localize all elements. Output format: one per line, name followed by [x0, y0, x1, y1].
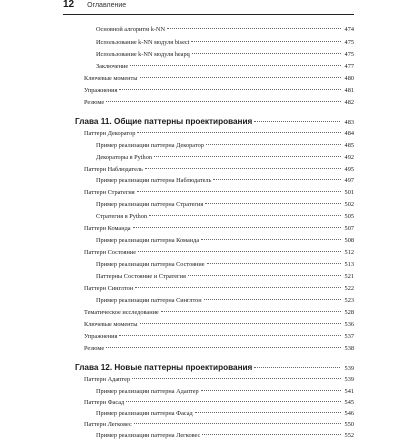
toc-entry-page: 545 — [344, 399, 354, 406]
toc-entry-page: 550 — [344, 421, 354, 428]
toc-entry-page: 480 — [344, 75, 354, 82]
toc-entry-label: Паттерн Синглтон — [84, 285, 134, 292]
leader-dots — [130, 65, 341, 66]
leader-dots — [126, 401, 341, 402]
toc-entry-page: 484 — [344, 130, 354, 137]
toc-entry-label: Использование k-NN модуля heapq — [96, 51, 190, 58]
toc-entry-label: Паттерн Команда — [84, 225, 131, 232]
toc-entry — [84, 188, 354, 198]
toc-entry — [84, 308, 354, 318]
toc-entry — [96, 296, 354, 306]
toc-entry-label: Пример реализации паттерна Декоратор — [96, 142, 204, 149]
toc-entry-label: Пример реализации паттерна Легковес — [96, 432, 201, 439]
toc-entry — [96, 272, 354, 282]
toc-entry — [84, 398, 354, 408]
toc-entry — [96, 387, 354, 397]
toc-entry-page: 539 — [344, 376, 354, 383]
leader-dots — [205, 203, 341, 204]
toc-entry-page: 477 — [344, 63, 354, 70]
leader-dots — [134, 423, 341, 424]
toc-entry-label: Паттерн Фасад — [84, 399, 125, 406]
toc-entry — [84, 224, 354, 234]
toc-entry-page: 505 — [344, 213, 354, 220]
toc-entry-label: Паттерн Стратегия — [84, 189, 135, 196]
toc-entry-label: Пример реализации паттерна Наблюдатель — [96, 177, 212, 184]
toc-entry-page: 552 — [344, 432, 354, 439]
toc-entry — [84, 320, 354, 330]
leader-dots — [191, 41, 341, 42]
leader-dots — [149, 215, 341, 216]
chapter-page: 483 — [344, 119, 354, 126]
toc-entry — [84, 86, 354, 96]
toc-entry — [84, 248, 354, 258]
leader-dots — [254, 367, 340, 368]
toc-entry-label: Упражнения — [84, 87, 118, 94]
leader-dots — [154, 156, 341, 157]
toc-entry — [96, 260, 354, 270]
leader-dots — [188, 275, 341, 276]
toc-entry — [96, 409, 354, 419]
toc-entry-label: Пример реализации паттерна Синглтон — [96, 297, 202, 304]
toc-entry — [96, 431, 354, 441]
toc-entry-page: 523 — [344, 297, 354, 304]
toc-entry-page: 536 — [344, 321, 354, 328]
leader-dots — [167, 28, 341, 29]
toc-entry-label: Декораторы в Python — [96, 154, 152, 161]
leader-dots — [135, 287, 341, 288]
leader-dots — [140, 323, 342, 324]
toc-entry — [96, 50, 354, 60]
toc-entry-label: Паттерн Декоратор — [84, 130, 136, 137]
toc-entry-label: Паттерн Наблюдатель — [84, 166, 143, 173]
leader-dots — [106, 101, 341, 102]
toc-entry — [84, 98, 354, 108]
leader-dots — [207, 263, 341, 264]
toc-entry — [96, 200, 354, 210]
toc-entry-page: 474 — [344, 26, 354, 33]
chapter-title: Глава 11. Общие паттерны проектирования — [75, 117, 253, 126]
leader-dots — [206, 144, 341, 145]
toc-entry — [96, 38, 354, 48]
toc-entry-page: 502 — [344, 201, 354, 208]
toc-entry-page: 495 — [344, 166, 354, 173]
leader-dots — [119, 89, 341, 90]
toc-entry — [96, 62, 354, 72]
running-head — [63, 0, 126, 14]
toc-entry-page: 521 — [344, 273, 354, 280]
leader-dots — [204, 299, 341, 300]
toc-entry-label: Пример реализации паттерна Состояние — [96, 261, 205, 268]
toc-entry-page: 508 — [344, 237, 354, 244]
toc-entry-label: Заключение — [96, 63, 129, 70]
leader-dots — [161, 311, 341, 312]
toc-entry-label: Резюме — [84, 99, 105, 106]
toc-entry — [84, 344, 354, 354]
toc-entry-label: Ключевые моменты — [84, 75, 138, 82]
toc-entry — [96, 236, 354, 246]
toc-entry — [96, 176, 354, 186]
leader-dots — [145, 168, 341, 169]
toc-entry-label: Тематическое исследование — [84, 309, 159, 316]
toc-entry — [84, 332, 354, 342]
toc-entry — [96, 141, 354, 151]
toc-entry-label: Пример реализации паттерна Стратегия — [96, 201, 204, 208]
toc-entry-label: Резюме — [84, 345, 105, 352]
toc-entry-page: 475 — [344, 39, 354, 46]
toc-entry-page: 541 — [344, 388, 354, 395]
page-number: 12 — [63, 0, 75, 10]
toc-entry-page: 538 — [344, 345, 354, 352]
running-head-title: Оглавление — [87, 2, 127, 9]
toc-entry-label: Использование k-NN модуля bisect — [96, 39, 190, 46]
leader-dots — [254, 121, 340, 122]
toc-entry-page: 528 — [344, 309, 354, 316]
toc-entry-label: Пример реализации паттерна Команда — [96, 237, 200, 244]
toc-entry-page: 497 — [344, 177, 354, 184]
toc-entry — [84, 74, 354, 84]
chapter-heading — [75, 362, 354, 374]
toc-entry-page: 501 — [344, 189, 354, 196]
toc-entry — [84, 420, 354, 430]
leader-dots — [192, 53, 341, 54]
leader-dots — [201, 390, 341, 391]
toc-entry-label: Паттерн Адаптер — [84, 376, 131, 383]
toc-entry-page: 507 — [344, 225, 354, 232]
toc-entry-label: Упражнения — [84, 333, 118, 340]
toc-entry — [96, 212, 354, 222]
toc-entry-page: 475 — [344, 51, 354, 58]
leader-dots — [133, 227, 341, 228]
toc-entry-page: 481 — [344, 87, 354, 94]
leader-dots — [137, 191, 341, 192]
leader-dots — [106, 347, 341, 348]
toc-entry-page: 522 — [344, 285, 354, 292]
toc-entry-page: 513 — [344, 261, 354, 268]
toc-entry — [84, 284, 354, 294]
leader-dots — [140, 77, 342, 78]
toc-entry-page: 482 — [344, 99, 354, 106]
toc-entry — [84, 165, 354, 175]
toc-entry — [84, 129, 354, 139]
toc-entry-page: 512 — [344, 249, 354, 256]
toc-entry-label: Пример реализации паттерна Фасад — [96, 410, 193, 417]
toc-entry — [96, 153, 354, 163]
leader-dots — [137, 132, 341, 133]
toc-entry-label: Пример реализации паттерна Адаптер — [96, 388, 199, 395]
leader-dots — [213, 179, 341, 180]
chapter-heading — [75, 116, 354, 128]
toc-entry-label: Паттерн Состояние — [84, 249, 136, 256]
header-rule — [63, 14, 354, 15]
toc-entry — [84, 375, 354, 385]
toc-entry-page: 492 — [344, 154, 354, 161]
chapter-title: Глава 12. Новые паттерны проектирования — [75, 363, 253, 372]
leader-dots — [201, 239, 341, 240]
toc-entry-label: Паттерны Состояние и Стратегия — [96, 273, 186, 280]
toc-entry-label: Ключевые моменты — [84, 321, 138, 328]
leader-dots — [138, 251, 341, 252]
toc-entry-page: 537 — [344, 333, 354, 340]
leader-dots — [132, 378, 341, 379]
toc-entry-label: Стратегия в Python — [96, 213, 148, 220]
toc-entry-page: 546 — [344, 410, 354, 417]
leader-dots — [119, 335, 341, 336]
leader-dots — [195, 412, 341, 413]
toc-entry — [96, 25, 354, 35]
toc-entry-page: 485 — [344, 142, 354, 149]
leader-dots — [202, 434, 341, 435]
toc-entry-label: Паттерн Легковес — [84, 421, 132, 428]
toc-entry-label: Основной алгоритм k-NN — [96, 26, 166, 33]
chapter-page: 539 — [344, 365, 354, 372]
